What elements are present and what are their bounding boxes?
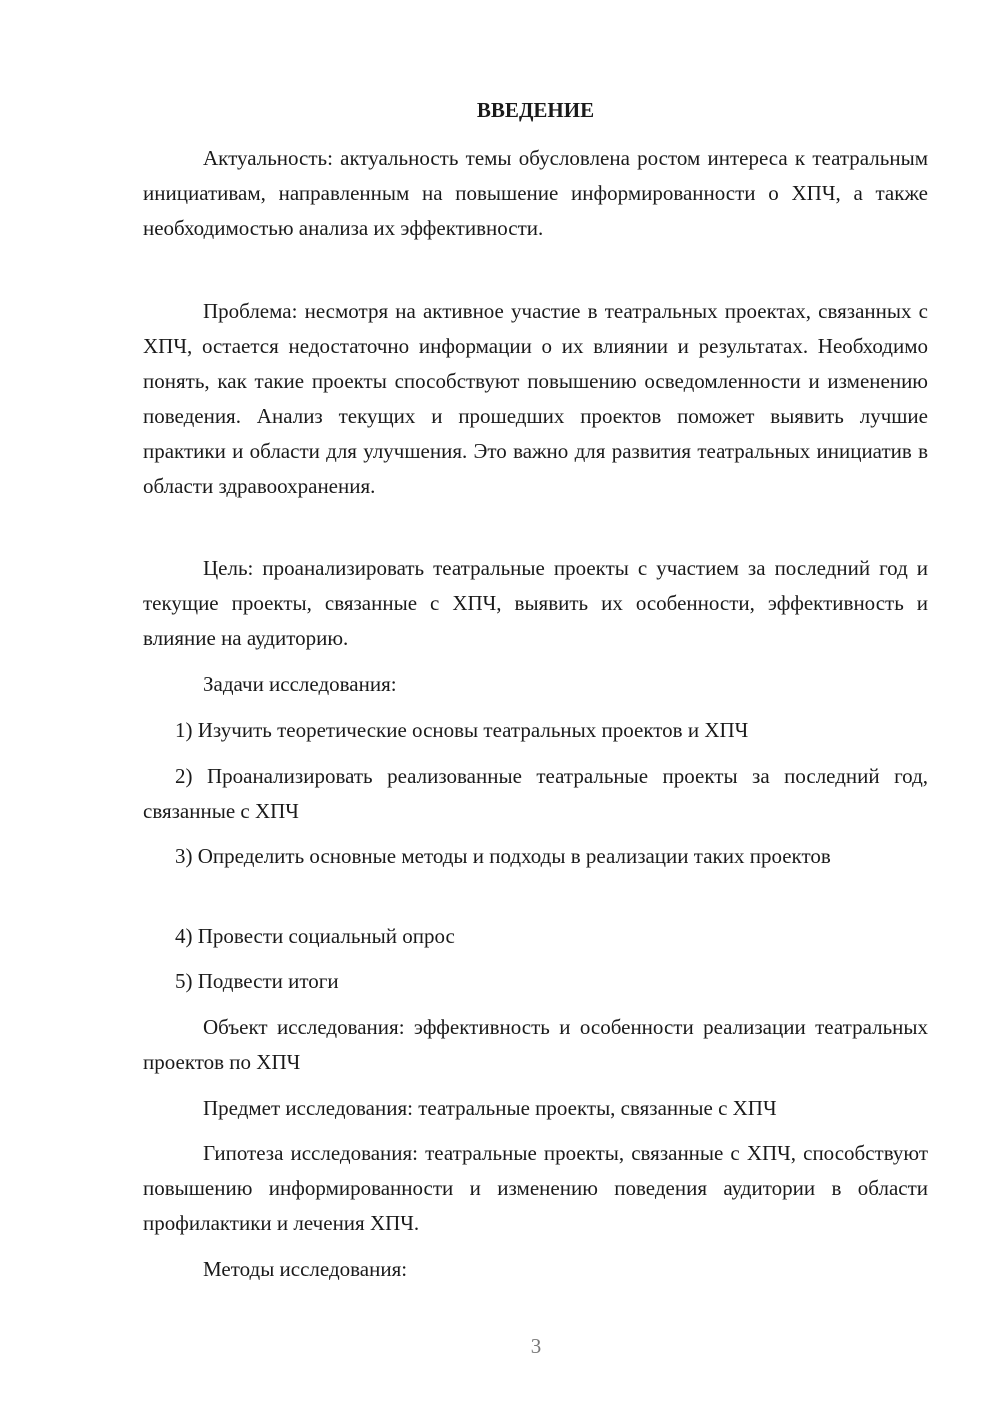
page-title: ВВЕДЕНИЕ [476, 98, 595, 122]
task-item-1: 1) Изучить теоретические основы театральных проектов и ХПЧ [175, 718, 749, 742]
paragraph-relevance: Актуальность: актуальность темы обусловлена ростом интереса к театральным инициативам, направленным на повышение информированности о ХПЧ, а также необходимостью анализа их эффективности. [143, 146, 928, 240]
paragraph-problem: Проблема: несмотря на активное участие в театральных проектах, связанных с ХПЧ, остается недостаточно информации о их влиянии и результатах. Необходимо понять, как такие проекты способствуют повышению осведомленности и изменению поведения. Анализ текущих и прошедших проектов поможет выявить лучшие практики и области для улучшения. Это важно для развития театральных инициатив в области здравоохранения. [143, 299, 928, 498]
tasks-heading: Задачи исследования: [203, 672, 397, 696]
paragraph-goal: Цель: проанализировать театральные проекты с участием за последний год и текущие проекты, связанные с ХПЧ, выявить их особенности, эффективность и влияние на аудиторию. [143, 556, 928, 650]
task-item-3: 3) Определить основные методы и подходы в реализации таких проектов [175, 844, 831, 868]
task-item-2: 2) Проанализировать реализованные театральные проекты за последний год, связанные с ХПЧ [143, 764, 928, 823]
paragraph-subject: Предмет исследования: театральные проекты, связанные с ХПЧ [203, 1096, 777, 1120]
paragraph-object: Объект исследования: эффективность и особенности реализации театральных проектов по ХПЧ [143, 1015, 928, 1074]
page-number: 3 [530, 1334, 542, 1358]
paragraph-hypothesis: Гипотеза исследования: театральные проекты, связанные с ХПЧ, способствуют повышению информированности и изменению поведения аудитории в области профилактики и лечения ХПЧ. [143, 1141, 928, 1235]
task-item-4: 4) Провести социальный опрос [175, 924, 455, 948]
methods-heading: Методы исследования: [203, 1257, 408, 1281]
task-item-5: 5) Подвести итоги [175, 969, 339, 993]
